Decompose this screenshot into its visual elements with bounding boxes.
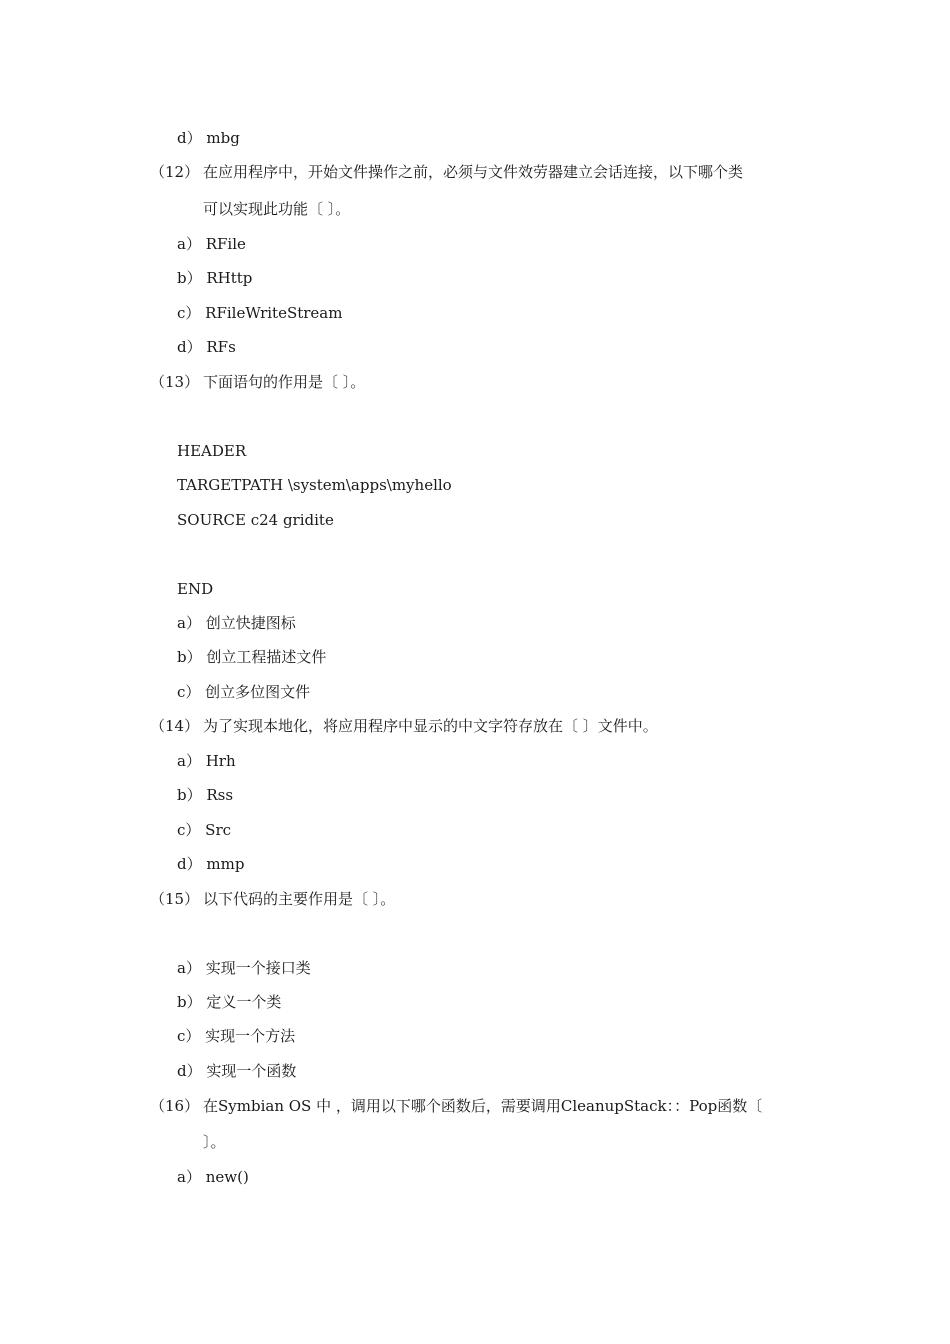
question-14-option-b: b） Rss bbox=[177, 786, 234, 804]
question-12-option-d: d） RFs bbox=[177, 338, 236, 356]
question-12-option-a: a） RFile bbox=[177, 235, 246, 253]
code-line-end: END bbox=[177, 580, 214, 598]
question-15-option-a: a） 实现一个接口类 bbox=[177, 959, 311, 977]
question-14-number: （14） bbox=[150, 717, 200, 735]
question-13-option-a: a） 创立快捷图标 bbox=[177, 614, 296, 632]
question-16-text-line2: 〕。 bbox=[203, 1133, 226, 1151]
question-12-option-b: b） RHttp bbox=[177, 269, 253, 287]
question-15-number: （15） bbox=[150, 890, 200, 908]
code-line-source: SOURCE c24 gridite bbox=[177, 511, 334, 529]
code-line-header: HEADER bbox=[177, 442, 247, 460]
question-14-option-a: a） Hrh bbox=[177, 752, 236, 770]
question-12-text-line1: 在应用程序中，开始文件操作之前，必须与文件效劳器建立会话连接，以下哪个类 bbox=[203, 163, 744, 181]
question-15-option-b: b） 定义一个类 bbox=[177, 993, 282, 1011]
question-15-text: 以下代码的主要作用是〔 〕。 bbox=[203, 890, 396, 908]
question-12-text-line2: 可以实现此功能〔 〕。 bbox=[203, 200, 351, 218]
question-16-number: （16） bbox=[150, 1097, 200, 1115]
question-12-number: （12） bbox=[150, 163, 200, 181]
question-15-option-d: d） 实现一个函数 bbox=[177, 1062, 297, 1080]
code-line-targetpath: TARGETPATH \system\apps\myhello bbox=[177, 476, 452, 494]
question-14-option-d: d） mmp bbox=[177, 855, 245, 873]
question-16-option-a: a） new() bbox=[177, 1168, 249, 1186]
question-15-option-c: c） 实现一个方法 bbox=[177, 1027, 296, 1045]
question-12-option-c: c） RFileWriteStream bbox=[177, 304, 343, 322]
question-14-option-c: c） Src bbox=[177, 821, 232, 839]
question-13-text: 下面语句的作用是〔 〕。 bbox=[203, 373, 366, 391]
question-16-text-line1: 在Symbian OS 中 ，调用以下哪个函数后，需要调用CleanupStack：：Pop函数〔 bbox=[203, 1097, 763, 1115]
option-d-mbg: d） mbg bbox=[177, 129, 240, 147]
question-13-number: （13） bbox=[150, 373, 200, 391]
question-13-option-c: c） 创立多位图文件 bbox=[177, 683, 311, 701]
question-13-option-b: b） 创立工程描述文件 bbox=[177, 648, 327, 666]
question-14-text: 为了实现本地化，将应用程序中显示的中文字符存放在〔 〕文件中。 bbox=[203, 717, 658, 735]
